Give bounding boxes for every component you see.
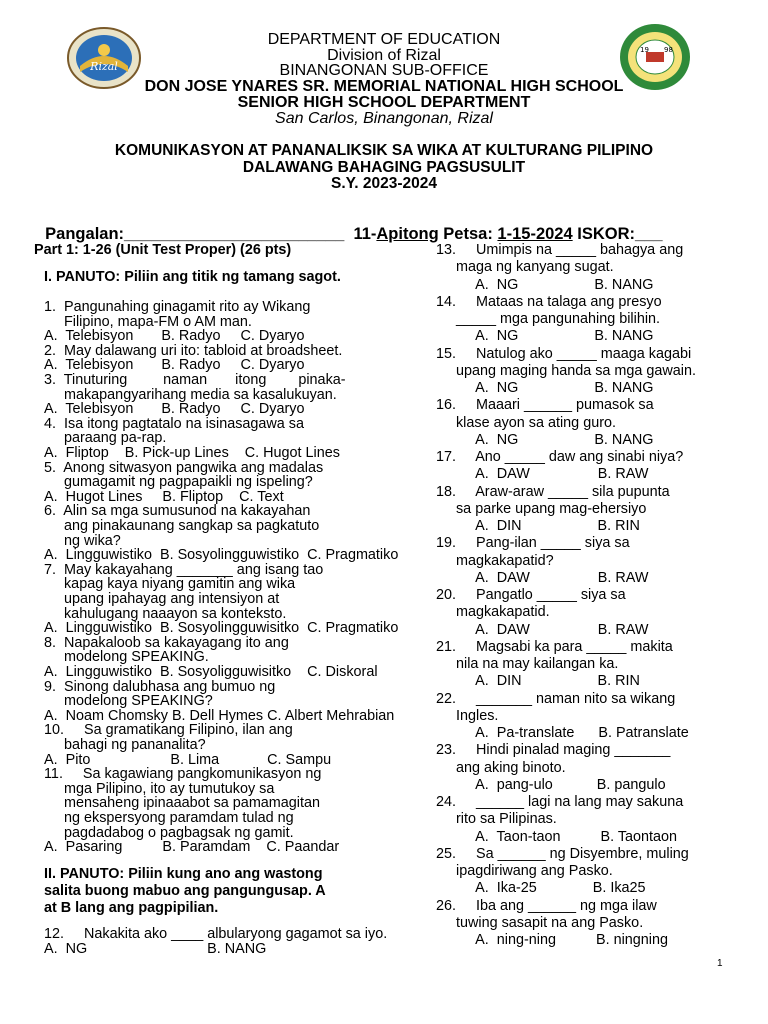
score-label: ISKOR: [577, 225, 635, 243]
question-line: ng ekspersyong paramdam tulad ng [44, 810, 294, 826]
question-line: 8. Napakaloob sa kakayagang ito ang [44, 634, 289, 651]
question-line: 10. Sa gramatikang Filipino, ilan ang [44, 722, 293, 739]
question-line: tuwing sasapit na ang Pasko. [436, 914, 644, 931]
question-line: kapag kaya niyang gamitin ang wika [44, 576, 296, 593]
logo-text: Rizal [90, 60, 118, 73]
question-line: 7. May kakayahang _______ ang isang tao [44, 561, 324, 578]
question-line: 24. ______ lagi na lang may sakuna [436, 794, 684, 810]
question-line: 15. Natulog ako _____ maaga kagabi [436, 345, 692, 362]
question-line: 13. Umimpis na _____ bahagya ang [436, 242, 684, 258]
question-line: ang aking binoto. [436, 759, 566, 776]
question-line: gumagamit ng pagpapaikli ng ispeling? [44, 474, 313, 491]
question-line: ang pinakaunang sangkap sa pagkatuto [44, 518, 320, 534]
header-department: SENIOR HIGH SCHOOL DEPARTMENT [237, 94, 531, 111]
date-value: 1-15-2024 [497, 225, 573, 243]
exam-subject: KOMUNIKASYON AT PANANALIKSIK SA WIKA AT KULTURANG PILIPINO [114, 142, 654, 159]
question-line: 2. May dalawang uri ito: tabloid at broadsheet. [44, 342, 343, 359]
question-line: magkakapatid. [436, 604, 550, 621]
question-line: A. Pa-translate B. Patranslate [436, 725, 689, 741]
directions-2-line1: II. PANUTO: Piliin kung ano ang wastong [44, 866, 323, 882]
directions-2-line3: at B lang ang pagpipilian. [44, 900, 219, 916]
question-line: A. ning-ning B. ningning [436, 932, 668, 948]
question-line: modelong SPEAKING? [44, 693, 213, 710]
question-line: nila na may kailangan ka. [436, 656, 619, 672]
question-line: 19. Pang-ilan _____ siya sa [436, 535, 630, 552]
grade-label: 11- [353, 225, 377, 243]
question-line: 6. Alin sa mga sumusunod na kakayahan [44, 503, 311, 520]
question-line: modelong SPEAKING. [44, 649, 209, 666]
question-line: A. Taon-taon B. Taontaon [436, 828, 678, 845]
exam-title: DALAWANG BAHAGING PAGSUSULIT [242, 159, 526, 176]
question-line: 17. Ano _____ daw ang sinabi niya? [436, 449, 684, 465]
question-line: A. pang-ulo B. pangulo [436, 776, 666, 793]
question-line: A. Telebisyon B. Radyo C. Dyaryo [44, 357, 305, 374]
question-line: A. DAW B. RAW [436, 569, 649, 586]
question-line: 3. Tinuturing naman itong pinaka- [44, 372, 346, 388]
question-line: ng wika? [44, 532, 121, 549]
question-line: A. NG B. NANG [436, 380, 654, 396]
directions-2-line2: salita buong mabuo ang pangungusap. A [44, 883, 326, 899]
svg-text:19: 19 [640, 46, 649, 54]
question-line: A. DAW B. RAW [436, 621, 649, 638]
question-line: A. NG B. NANG [436, 431, 654, 448]
question-line: mga Pilipino, ito ay tumutukoy sa [44, 780, 275, 797]
question-line: 14. Mataas na talaga ang presyo [436, 293, 662, 310]
question-line: 16. Maaari ______ pumasok sa [436, 397, 654, 414]
question-line: paraang pa-rap. [44, 430, 167, 447]
question-line: 4. Isa itong pagtatalo na isinasagawa sa [44, 415, 305, 432]
question-line: Filipino, mapa-FM o AM man. [44, 313, 252, 330]
question-line: bahagi ng pananalita? [44, 737, 206, 753]
question-line: A. Hugot Lines B. Fliptop C. Text [44, 488, 284, 505]
question-line: A. Pito B. Lima C. Sampu [44, 751, 332, 768]
question-12: 12. Nakakita ako ____ albularyong gagamot sa iyo. [44, 926, 388, 942]
question-line: A. DIN B. RIN [436, 518, 640, 534]
question-line: 20. Pangatlo _____ siya sa [436, 587, 626, 603]
question-line: mensaheng ipinaaabot sa pamamagitan [44, 795, 321, 812]
question-line: rito sa Pilipinas. [436, 811, 557, 828]
header-dept: DEPARTMENT OF EDUCATION [267, 31, 501, 48]
question-line: ipagdiriwang ang Pasko. [436, 863, 613, 879]
question-line: pagdadabog o pagbagsak ng gamit. [44, 824, 294, 841]
question-line: 9. Sinong dalubhasa ang bumuo ng [44, 678, 276, 695]
question-line: 21. Magsabi ka para _____ makita [436, 638, 673, 655]
question-line: A. Fliptop B. Pick-up Lines C. Hugot Lines [44, 445, 340, 461]
question-line: 25. Sa ______ ng Disyembre, muling [436, 845, 689, 862]
date-label: Petsa: [443, 225, 493, 243]
question-line: makapangyarihang media sa kasalukuyan. [44, 386, 337, 403]
question-line: A. Ika-25 B. Ika25 [436, 880, 646, 897]
question-line: A. DAW B. RAW [436, 466, 649, 483]
question-line: sa parke upang mag-ehersiyo [436, 500, 647, 517]
question-line: A. Lingguwistiko B. Sosyolingguwisitko C. Pragmatiko [44, 620, 399, 637]
question-line: A. Telebisyon B. Radyo C. Dyaryo [44, 401, 305, 418]
name-label: Pangalan: [45, 225, 125, 243]
exam-school-year: S.Y. 2023-2024 [330, 175, 437, 192]
question-line: A. Noam Chomsky B. Dell Hymes C. Albert Mehrabian [44, 707, 395, 724]
score-blank[interactable]: ___ [635, 225, 663, 243]
svg-text:98: 98 [664, 46, 673, 54]
page-number: 1 [717, 958, 723, 969]
question-line: 23. Hindi pinalad maging _______ [436, 742, 671, 759]
question-line: A. Lingguwistiko B. Sosyoligguwisitko C. Diskoral [44, 664, 378, 680]
question-line: maga ng kanyang sugat. [436, 259, 614, 276]
question-line: A. NG B. NANG [436, 276, 654, 293]
question-line: upang maging handa sa mga gawain. [436, 362, 697, 379]
question-line: A. NG B. NANG [436, 328, 654, 345]
question-line: A. Pasaring B. Paramdam C. Paandar [44, 839, 340, 856]
question-line: klase ayon sa ating guro. [436, 414, 616, 431]
question-line: 18. Araw-araw _____ sila pupunta [436, 483, 670, 500]
question-line: upang ipahayag ang intensiyon at [44, 591, 280, 607]
student-info-row [36, 204, 663, 244]
header-office: BINANGONAN SUB-OFFICE [279, 62, 489, 79]
header-address: San Carlos, Binangonan, Rizal [275, 110, 493, 127]
question-line: A. Lingguwistiko B. Sosyolingguwistiko C. Pragmatiko [44, 547, 399, 564]
question-12-options: A. NG B. NANG [44, 941, 267, 957]
name-blank[interactable]: ________________________ [124, 225, 345, 243]
question-line: 22. _______ naman nito sa wikang [436, 690, 676, 707]
header-school: DON JOSE YNARES SR. MEMORIAL NATIONAL HIGH SCHOOL [144, 78, 624, 95]
question-line: magkakapatid? [436, 552, 554, 569]
question-line: Ingles. [436, 707, 499, 724]
question-line: _____ mga pangunahing bilihin. [436, 311, 661, 327]
question-line: 1. Pangunahing ginagamit rito ay Wikang [44, 299, 311, 315]
part1-heading: Part 1: 1-26 (Unit Test Proper) (26 pts) [34, 242, 292, 258]
header-division: Division of Rizal [327, 47, 441, 64]
question-line: 11. Sa kagawiang pangkomunikasyon ng [44, 766, 322, 783]
question-line: kahulugang naaayon sa konteksto. [44, 605, 287, 622]
question-line: A. Telebisyon B. Radyo C. Dyaryo [44, 328, 305, 345]
question-line: 26. Iba ang ______ ng mga ilaw [436, 897, 657, 914]
question-line: A. DIN B. RIN [436, 673, 640, 690]
directions-1: I. PANUTO: Piliin ang titik ng tamang sagot. [44, 269, 341, 285]
question-line: 5. Anong sitwasyon pangwika ang madalas [44, 459, 324, 476]
section-value: Apitong [376, 225, 439, 243]
